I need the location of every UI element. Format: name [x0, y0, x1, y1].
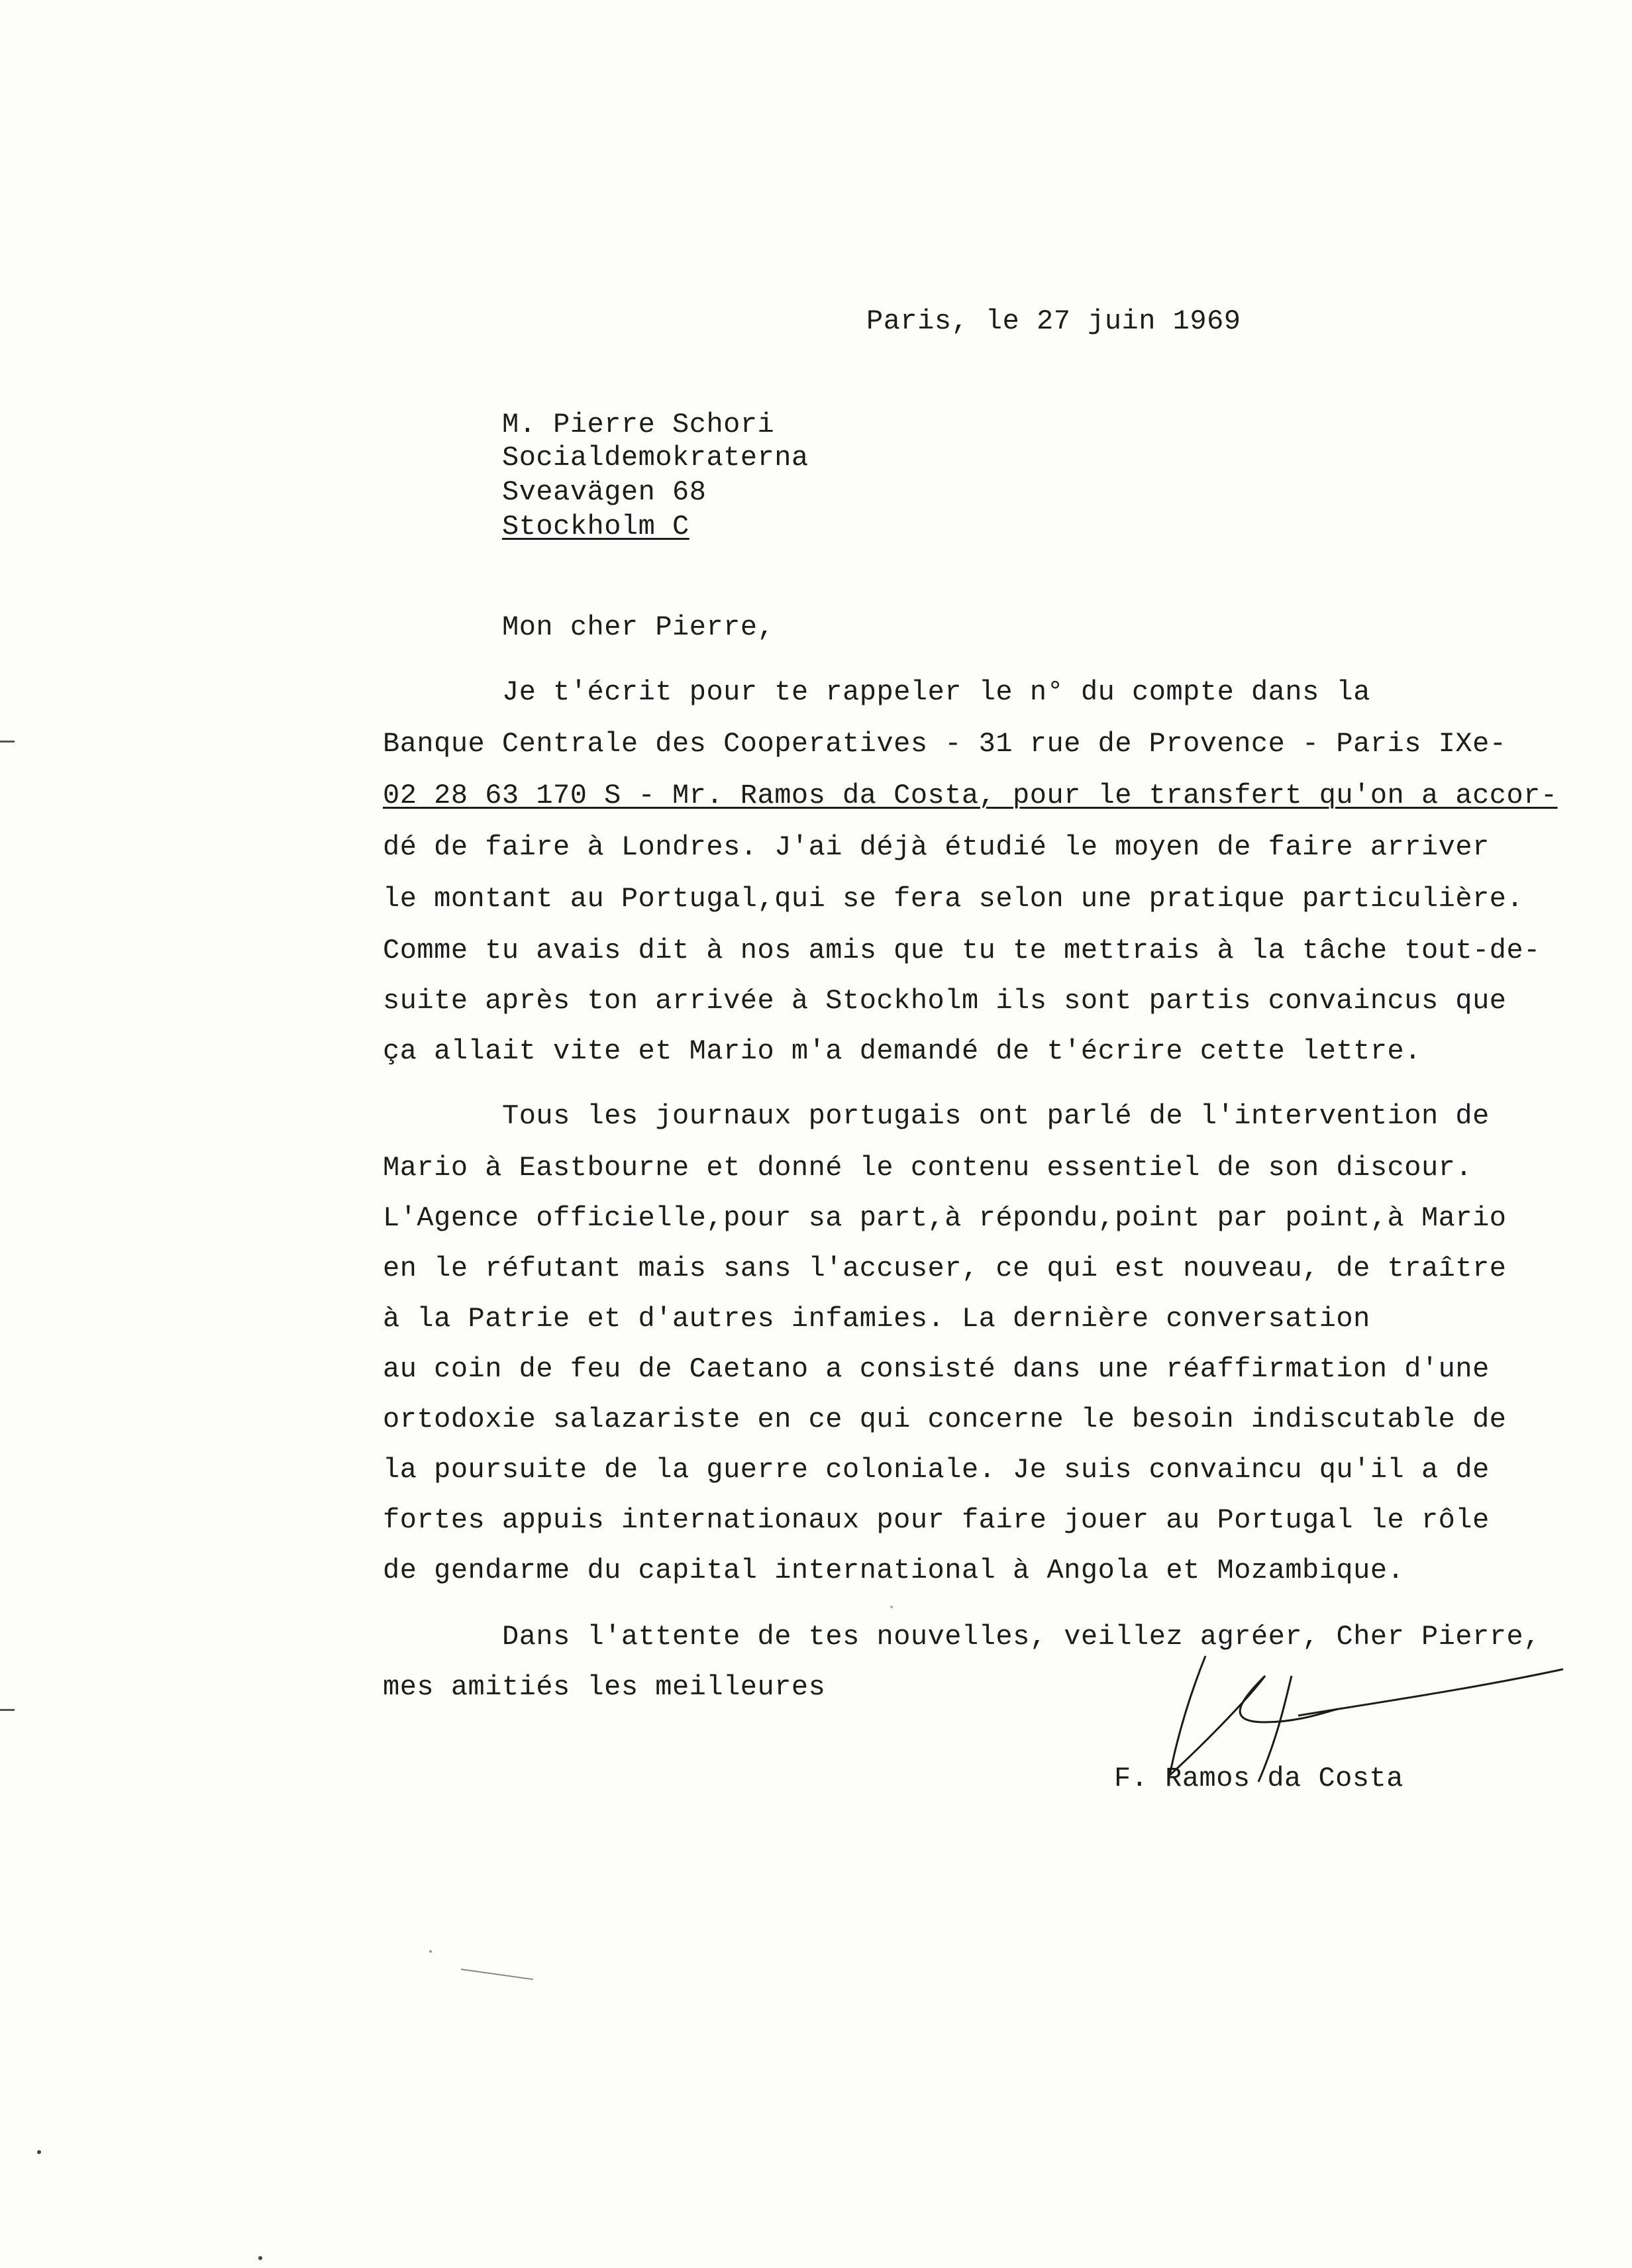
paper-speck	[37, 2150, 41, 2154]
recipient-city: Stockholm C	[502, 511, 689, 542]
paragraph-line: de gendarme du capital international à Angola et Mozambique.	[383, 1555, 1405, 1586]
paper-speck	[258, 2256, 262, 2260]
paragraph-line: Je t'écrit pour te rappeler le n° du compte dans la	[502, 676, 1370, 708]
paragraph-line: Comme tu avais dit à nos amis que tu te mettrais à la tâche tout-de-	[383, 935, 1541, 966]
recipient-organisation: Socialdemokraterna	[502, 442, 809, 474]
paper-speck	[890, 1606, 893, 1608]
paragraph-line: suite après ton arrivée à Stockholm ils sont partis convaincus que	[383, 985, 1507, 1017]
paragraph-line: Dans l'attente de tes nouvelles, veillez agréer, Cher Pierre,	[502, 1621, 1541, 1653]
paper-speck	[429, 1950, 432, 1953]
paragraph-line: au coin de feu de Caetano a consisté dans une réaffirmation d'une	[383, 1353, 1490, 1385]
paragraph-line: le montant au Portugal,qui se fera selon une pratique particulière.	[383, 883, 1524, 915]
salutation: Mon cher Pierre,	[502, 611, 775, 643]
letter-date: Paris, le 27 juin 1969	[866, 305, 1241, 337]
paragraph-line: ça allait vite et Mario m'a demandé de t'écrire cette lettre.	[383, 1035, 1421, 1067]
paragraph-line: la poursuite de la guerre coloniale. Je suis convaincu qu'il a de	[383, 1454, 1490, 1486]
paragraph-line: à la Patrie et d'autres infamies. La dernière conversation	[383, 1303, 1370, 1335]
signed-name: F. Ramos da Costa	[1114, 1763, 1403, 1794]
paragraph-line: Banque Centrale des Cooperatives - 31 rue de Provence - Paris IXe-	[383, 728, 1507, 760]
paragraph-line-account: 02 28 63 170 S - Mr. Ramos da Costa, pour le transfert qu'on a accor-	[383, 780, 1558, 811]
paragraph-line: mes amitiés les meilleures	[383, 1671, 826, 1703]
paragraph-line: fortes appuis internationaux pour faire jouer au Portugal le rôle	[383, 1504, 1490, 1536]
paragraph-line: dé de faire à Londres. J'ai déjà étudié le moyen de faire arriver	[383, 831, 1490, 863]
margin-mark	[0, 1709, 15, 1711]
recipient-street: Sveavägen 68	[502, 476, 707, 508]
paragraph-line: ortodoxie salazariste en ce qui concerne le besoin indiscutable de	[383, 1404, 1507, 1435]
margin-mark	[0, 741, 15, 743]
paragraph-line: Tous les journaux portugais ont parlé de l'intervention de	[502, 1100, 1490, 1132]
paragraph-line: L'Agence officielle,pour sa part,à répondu,point par point,à Mario	[383, 1202, 1507, 1234]
faint-pencil-stroke	[461, 1969, 533, 1980]
paragraph-line: Mario à Eastbourne et donné le contenu essentiel de son discour.	[383, 1152, 1473, 1184]
recipient-name: M. Pierre Schori	[502, 409, 775, 440]
paragraph-line: en le réfutant mais sans l'accuser, ce qui est nouveau, de traître	[383, 1253, 1507, 1284]
